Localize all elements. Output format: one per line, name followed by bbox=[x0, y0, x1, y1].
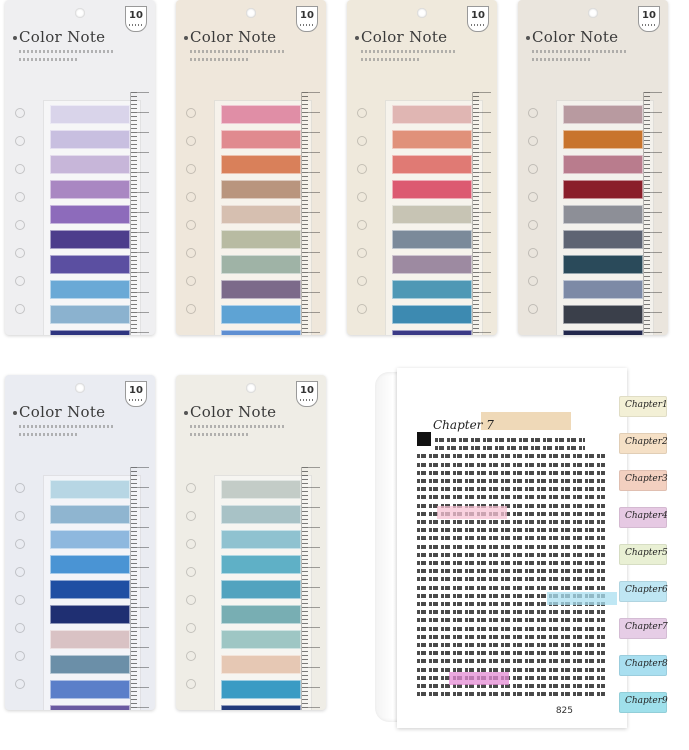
text-line bbox=[417, 479, 605, 483]
color-flag bbox=[563, 280, 643, 299]
text-line bbox=[417, 676, 605, 680]
flag-panel bbox=[214, 475, 312, 710]
color-flag bbox=[392, 330, 472, 335]
side-hole bbox=[186, 248, 196, 258]
side-hole bbox=[15, 108, 25, 118]
count-badge bbox=[467, 6, 489, 32]
sticky-tab-pack bbox=[5, 0, 155, 335]
color-flag bbox=[392, 105, 472, 124]
flag-panel bbox=[385, 100, 483, 335]
fine-print-line bbox=[190, 433, 250, 436]
sticky-tab-pack bbox=[518, 0, 668, 335]
color-flag bbox=[392, 155, 472, 174]
color-flag bbox=[50, 230, 130, 249]
brand-label: Color Note bbox=[361, 28, 448, 46]
side-hole bbox=[186, 595, 196, 605]
side-hole bbox=[357, 108, 367, 118]
flag-panel bbox=[43, 100, 141, 335]
side-hole bbox=[186, 651, 196, 661]
color-flag bbox=[50, 180, 130, 199]
color-flag bbox=[563, 130, 643, 149]
book-tab-label: Chapter8 bbox=[625, 659, 668, 669]
color-flag bbox=[50, 155, 130, 174]
brand-dot bbox=[355, 36, 359, 40]
color-flag bbox=[221, 705, 301, 710]
book-tab-label: Chapter6 bbox=[625, 585, 668, 595]
count-badge-label: 10 bbox=[471, 10, 485, 21]
chapter-heading: Chapter 7 bbox=[433, 418, 494, 432]
color-flag bbox=[50, 480, 130, 499]
ruler bbox=[130, 92, 149, 335]
color-flag bbox=[563, 205, 643, 224]
side-hole bbox=[357, 248, 367, 258]
text-line bbox=[417, 586, 605, 590]
side-hole bbox=[186, 220, 196, 230]
text-line bbox=[417, 495, 605, 499]
side-hole bbox=[528, 276, 538, 286]
text-line bbox=[417, 463, 605, 467]
color-flag bbox=[392, 255, 472, 274]
color-flag bbox=[392, 280, 472, 299]
book-page bbox=[397, 368, 627, 728]
book-tab-label: Chapter1 bbox=[625, 400, 668, 410]
color-flag bbox=[392, 305, 472, 324]
brand-label: Color Note bbox=[190, 403, 277, 421]
text-highlight bbox=[437, 506, 507, 519]
brand-dot bbox=[184, 411, 188, 415]
color-flag bbox=[50, 255, 130, 274]
color-flag bbox=[221, 530, 301, 549]
fine-print-line bbox=[361, 58, 421, 61]
color-flag bbox=[50, 105, 130, 124]
count-badge-label: 10 bbox=[642, 10, 656, 21]
color-flag bbox=[221, 155, 301, 174]
text-line bbox=[417, 627, 605, 631]
color-flag bbox=[50, 530, 130, 549]
side-hole bbox=[186, 623, 196, 633]
fine-print-line bbox=[19, 425, 115, 428]
count-badge-label: 10 bbox=[129, 10, 143, 21]
color-flag bbox=[221, 630, 301, 649]
side-hole bbox=[186, 164, 196, 174]
side-hole bbox=[15, 623, 25, 633]
color-flag bbox=[50, 505, 130, 524]
text-line bbox=[417, 651, 605, 655]
color-flag bbox=[50, 205, 130, 224]
color-flag bbox=[50, 605, 130, 624]
sticky-tab-pack bbox=[5, 375, 155, 710]
hang-hole bbox=[246, 383, 256, 393]
text-line bbox=[417, 528, 605, 532]
book-tab-label: Chapter4 bbox=[625, 511, 668, 521]
brand-label: Color Note bbox=[19, 28, 106, 46]
color-flag bbox=[221, 280, 301, 299]
side-hole bbox=[357, 136, 367, 146]
color-flag bbox=[221, 680, 301, 699]
color-flag bbox=[221, 555, 301, 574]
side-hole bbox=[15, 192, 25, 202]
brand-label: Color Note bbox=[19, 403, 106, 421]
color-flag bbox=[221, 305, 301, 324]
side-hole bbox=[528, 304, 538, 314]
side-hole bbox=[186, 539, 196, 549]
color-flag bbox=[221, 105, 301, 124]
fine-print-line bbox=[19, 50, 115, 53]
hang-hole bbox=[75, 383, 85, 393]
text-line bbox=[417, 553, 605, 557]
text-line bbox=[417, 635, 605, 639]
color-flag bbox=[392, 180, 472, 199]
color-flag bbox=[221, 505, 301, 524]
fine-print-line bbox=[19, 58, 79, 61]
ruler bbox=[301, 92, 320, 335]
book-tab bbox=[619, 544, 667, 565]
color-flag bbox=[221, 130, 301, 149]
text-line bbox=[417, 536, 605, 540]
color-flag bbox=[50, 280, 130, 299]
book-tab-label: Chapter5 bbox=[625, 548, 668, 558]
side-holes bbox=[528, 108, 538, 332]
book-tab bbox=[619, 433, 667, 454]
side-hole bbox=[357, 164, 367, 174]
count-badge bbox=[125, 381, 147, 407]
side-hole bbox=[15, 539, 25, 549]
ruler bbox=[472, 92, 491, 335]
book-tab bbox=[619, 692, 667, 713]
brand-dot bbox=[13, 411, 17, 415]
side-hole bbox=[357, 304, 367, 314]
side-hole bbox=[186, 276, 196, 286]
text-highlight bbox=[547, 592, 617, 605]
side-hole bbox=[186, 567, 196, 577]
text-line bbox=[435, 446, 585, 450]
side-hole bbox=[15, 511, 25, 521]
fine-print-line bbox=[190, 50, 286, 53]
count-badge-label: 10 bbox=[300, 10, 314, 21]
fine-print-line bbox=[532, 58, 592, 61]
text-line bbox=[417, 577, 605, 581]
ruler bbox=[301, 467, 320, 710]
sticky-tab-pack bbox=[176, 0, 326, 335]
text-line bbox=[417, 643, 605, 647]
side-holes bbox=[15, 483, 25, 707]
flag-panel bbox=[556, 100, 654, 335]
text-line bbox=[417, 561, 605, 565]
book-tab-label: Chapter2 bbox=[625, 437, 668, 447]
fine-print-line bbox=[190, 425, 286, 428]
color-flag bbox=[563, 180, 643, 199]
side-holes bbox=[357, 108, 367, 332]
side-hole bbox=[186, 679, 196, 689]
side-hole bbox=[528, 220, 538, 230]
side-hole bbox=[357, 220, 367, 230]
text-line bbox=[417, 520, 605, 524]
brand-dot bbox=[184, 36, 188, 40]
side-hole bbox=[528, 108, 538, 118]
color-flag bbox=[221, 180, 301, 199]
color-flag bbox=[392, 230, 472, 249]
color-flag bbox=[221, 655, 301, 674]
chapter-highlight bbox=[481, 412, 571, 430]
side-holes bbox=[186, 108, 196, 332]
text-line bbox=[417, 618, 605, 622]
hang-hole bbox=[417, 8, 427, 18]
color-flag bbox=[50, 130, 130, 149]
side-holes bbox=[186, 483, 196, 707]
text-highlight bbox=[449, 672, 509, 685]
book-tab bbox=[619, 618, 667, 639]
color-flag bbox=[221, 480, 301, 499]
side-hole bbox=[15, 136, 25, 146]
fine-print-line bbox=[532, 50, 628, 53]
count-badge bbox=[638, 6, 660, 32]
color-flag bbox=[50, 580, 130, 599]
text-line bbox=[417, 668, 605, 672]
color-flag bbox=[221, 255, 301, 274]
text-line bbox=[417, 545, 605, 549]
fine-print-line bbox=[19, 433, 79, 436]
side-hole bbox=[528, 164, 538, 174]
side-hole bbox=[15, 679, 25, 689]
side-hole bbox=[15, 595, 25, 605]
drop-cap bbox=[417, 432, 431, 446]
sticky-tab-pack bbox=[176, 375, 326, 710]
side-hole bbox=[528, 192, 538, 202]
side-hole bbox=[186, 108, 196, 118]
color-flag bbox=[50, 680, 130, 699]
ruler bbox=[130, 467, 149, 710]
brand-dot bbox=[13, 36, 17, 40]
side-hole bbox=[528, 136, 538, 146]
text-line bbox=[417, 692, 605, 696]
color-flag bbox=[221, 230, 301, 249]
hang-hole bbox=[588, 8, 598, 18]
ruler bbox=[643, 92, 662, 335]
flag-panel bbox=[214, 100, 312, 335]
book-tab-label: Chapter3 bbox=[625, 474, 668, 484]
text-line bbox=[417, 487, 605, 491]
side-hole bbox=[15, 651, 25, 661]
book-tab bbox=[619, 581, 667, 602]
text-line bbox=[435, 438, 585, 442]
brand-label: Color Note bbox=[190, 28, 277, 46]
side-hole bbox=[15, 567, 25, 577]
book-tab-label: Chapter7 bbox=[625, 622, 668, 632]
count-badge-label: 10 bbox=[129, 385, 143, 396]
side-hole bbox=[357, 192, 367, 202]
count-badge bbox=[296, 6, 318, 32]
text-line bbox=[417, 569, 605, 573]
color-flag bbox=[221, 605, 301, 624]
count-badge-label: 10 bbox=[300, 385, 314, 396]
text-line bbox=[417, 471, 605, 475]
color-flag bbox=[392, 205, 472, 224]
book-tab bbox=[619, 507, 667, 528]
color-flag bbox=[563, 330, 643, 335]
side-hole bbox=[186, 483, 196, 493]
color-flag bbox=[50, 705, 130, 710]
color-flag bbox=[392, 130, 472, 149]
brand-label: Color Note bbox=[532, 28, 619, 46]
color-flag bbox=[50, 305, 130, 324]
flag-panel bbox=[43, 475, 141, 710]
color-flag bbox=[221, 205, 301, 224]
color-flag bbox=[563, 255, 643, 274]
side-hole bbox=[15, 276, 25, 286]
side-hole bbox=[15, 304, 25, 314]
color-flag bbox=[50, 655, 130, 674]
side-hole bbox=[186, 136, 196, 146]
hang-hole bbox=[75, 8, 85, 18]
color-flag bbox=[563, 105, 643, 124]
color-flag bbox=[221, 330, 301, 335]
color-flag bbox=[563, 230, 643, 249]
color-flag bbox=[563, 305, 643, 324]
color-flag bbox=[50, 330, 130, 335]
book-tab bbox=[619, 655, 667, 676]
side-hole bbox=[15, 483, 25, 493]
side-hole bbox=[15, 164, 25, 174]
count-badge bbox=[125, 6, 147, 32]
text-line bbox=[417, 659, 605, 663]
text-line bbox=[417, 610, 605, 614]
book-tab bbox=[619, 396, 667, 417]
color-flag bbox=[563, 155, 643, 174]
color-flag bbox=[221, 580, 301, 599]
page-number: 825 bbox=[555, 706, 573, 716]
side-holes bbox=[15, 108, 25, 332]
side-hole bbox=[186, 511, 196, 521]
side-hole bbox=[15, 220, 25, 230]
book-tab bbox=[619, 470, 667, 491]
fine-print-line bbox=[361, 50, 457, 53]
text-line bbox=[417, 684, 605, 688]
side-hole bbox=[186, 192, 196, 202]
color-flag bbox=[50, 555, 130, 574]
side-hole bbox=[186, 304, 196, 314]
fine-print-line bbox=[190, 58, 250, 61]
sticky-tab-pack bbox=[347, 0, 497, 335]
side-hole bbox=[357, 276, 367, 286]
book-tab-label: Chapter9 bbox=[625, 696, 668, 706]
side-hole bbox=[15, 248, 25, 258]
brand-dot bbox=[526, 36, 530, 40]
book-demo bbox=[375, 368, 668, 728]
text-line bbox=[417, 454, 605, 458]
color-flag bbox=[50, 630, 130, 649]
side-hole bbox=[528, 248, 538, 258]
hang-hole bbox=[246, 8, 256, 18]
count-badge bbox=[296, 381, 318, 407]
